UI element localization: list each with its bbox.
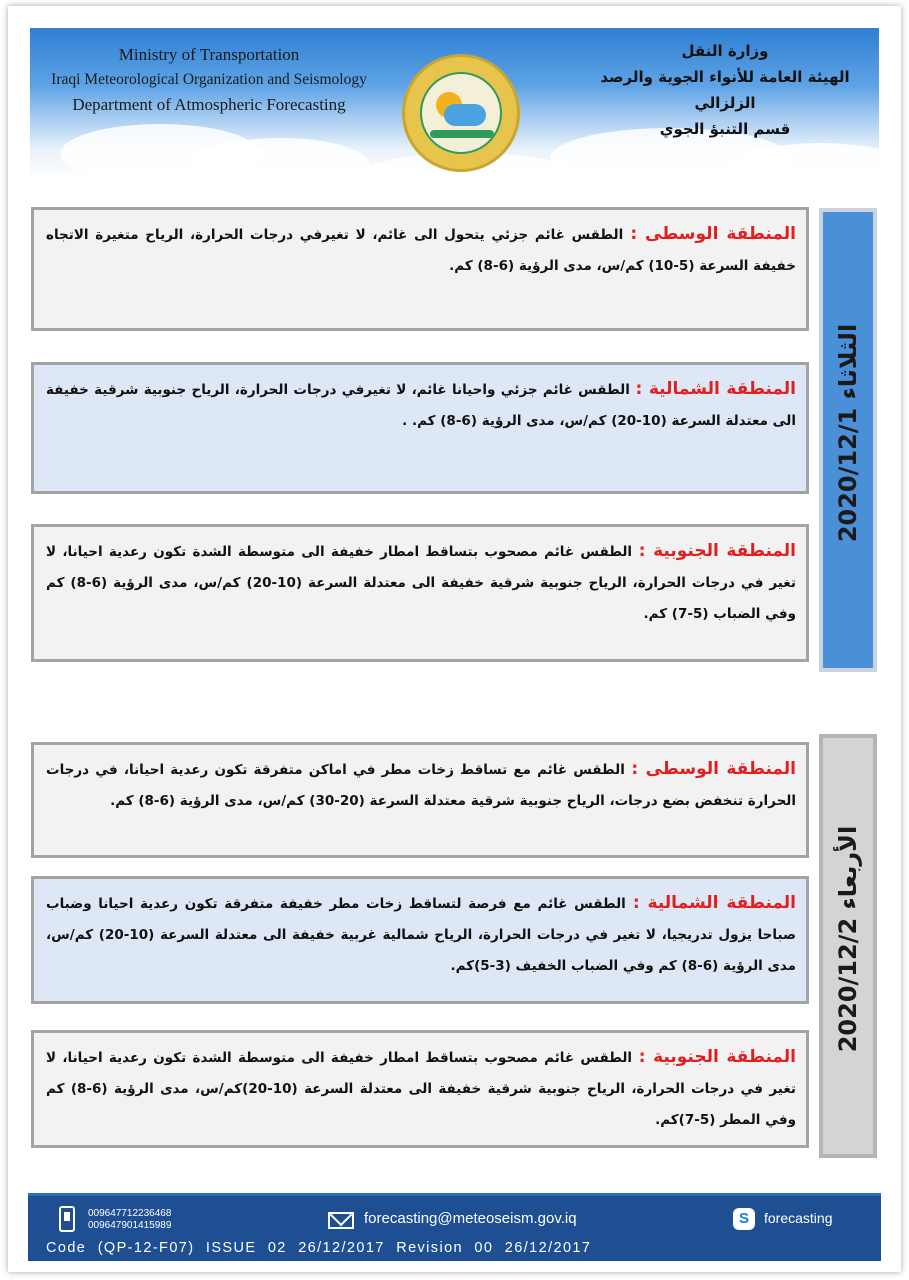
footer-bar [28, 1193, 881, 1261]
day2-region-central [31, 742, 809, 858]
organization-name: Iraqi Meteorological Organization and Seismology [51, 71, 367, 88]
header-english-block [44, 42, 374, 117]
phone-number: 009647712236468 [88, 1208, 172, 1219]
mail-icon [328, 1212, 354, 1229]
region-name: المنطقة الوسطى : [630, 224, 796, 244]
day1-region-south [31, 524, 809, 662]
organization-logo [402, 54, 520, 172]
day1-label [834, 324, 862, 556]
phone-numbers [88, 1208, 171, 1232]
phone-number: 009647901415989 [88, 1220, 172, 1231]
department-name: Department of Atmospheric Forecasting [72, 95, 346, 114]
region-name: المنطقة الشمالية : [632, 893, 797, 913]
header-banner [30, 28, 879, 180]
region-forecast: الطقس غائم جزئي واحيانا غائم، لا تغيرفي درجات الحرارة، الرياح جنوبية شرقية خفيفة الى معتدلة السرعة (10-20) كم/س، مدى الرؤية (6-8) كم. . [46, 382, 796, 429]
day1-region-central [31, 207, 809, 331]
document-code-line: Code (QP-12-F07) ISSUE 02 26/12/2017 Revision 00 26/12/2017 [46, 1240, 592, 1256]
phone-icon [59, 1206, 75, 1232]
region-forecast: الطقس غائم جزئي يتحول الى غائم، لا تغيرفي درجات الحرارة، الرياح متغيرة الاتجاه خفيفة السرعة (5-10) كم/س، مدى الرؤية (6-8) كم. [46, 227, 796, 274]
region-forecast: الطقس غائم مصحوب بتساقط امطار خفيفة الى متوسطة الشدة تكون رعدية احيانا، لا تغير في درجات الحرارة، الرياح جنوبية شرقية خفيفة الى معتدلة السرعة (10-20) كم/س، مدى الرؤية (6-8) كم وفي الضباب (5-7) كم. [46, 544, 796, 622]
skype-icon: S [733, 1208, 755, 1230]
region-forecast: الطقس غائم مصحوب بتساقط امطار خفيفة الى متوسطة الشدة تكون رعدية احيانا، لا تغير في درجات الحرارة، الرياح جنوبية شرقية خفيفة الى معتدلة السرعة (10-20)كم/س، مدى الرؤية (6-8) كم وفي المطر (5-7)كم. [46, 1050, 797, 1128]
region-forecast: الطقس غائم مع تساقط زخات مطر في اماكن متفرقة تكون رعدية احيانا، في درجات الحرارة تنخفض بضع درجات، الرياح جنوبية شرقية معتدلة السرعة (20-30) كم/س، مدى الرؤية (6-8) كم. [46, 762, 796, 809]
header-arabic-block [585, 38, 865, 142]
day1-region-north [31, 362, 809, 494]
region-name: المنطقة الجنوبية : [638, 541, 796, 561]
day2-sidebar [819, 734, 877, 1158]
department-name-ar: قسم التنبؤ الجوي [659, 120, 791, 138]
region-forecast: الطقس غائم مع فرصة لتساقط زخات مطر خفيفة متفرقة تكون رعدية احيانا وضباب صباحا يزول تدريجيا، لا تغير في درجات الحرارة، الرياح شمالية غربية خفيفة الى معتدلة السرعة (10-20) كم/س، مدى الرؤية (6-8) كم وفي الضباب الخفيف (3-5)كم. [46, 896, 796, 974]
ministry-name-ar: وزارة النقل [681, 42, 769, 60]
day1-sidebar [819, 208, 877, 672]
day2-date: 2020/12/2 [834, 917, 862, 1053]
region-name: المنطقة الشمالية : [635, 379, 796, 399]
skype-handle[interactable]: forecasting [764, 1210, 833, 1226]
day1-date: 2020/12/1 [834, 407, 862, 543]
email-address[interactable]: forecasting@meteoseism.gov.iq [364, 1210, 577, 1227]
ministry-name: Ministry of Transportation [118, 45, 300, 64]
day2-region-north [31, 876, 809, 1004]
day2-day-name: الأربعاء [834, 825, 862, 910]
day2-label [834, 826, 862, 1067]
day2-region-south [31, 1030, 809, 1148]
organization-name-ar: الهيئة العامة للأنواء الجوية والرصد الزلزالي [600, 68, 850, 112]
region-name: المنطقة الوسطى : [631, 759, 796, 779]
day1-day-name: الثلاثاء [834, 323, 862, 400]
region-name: المنطقة الجنوبية : [638, 1047, 796, 1067]
